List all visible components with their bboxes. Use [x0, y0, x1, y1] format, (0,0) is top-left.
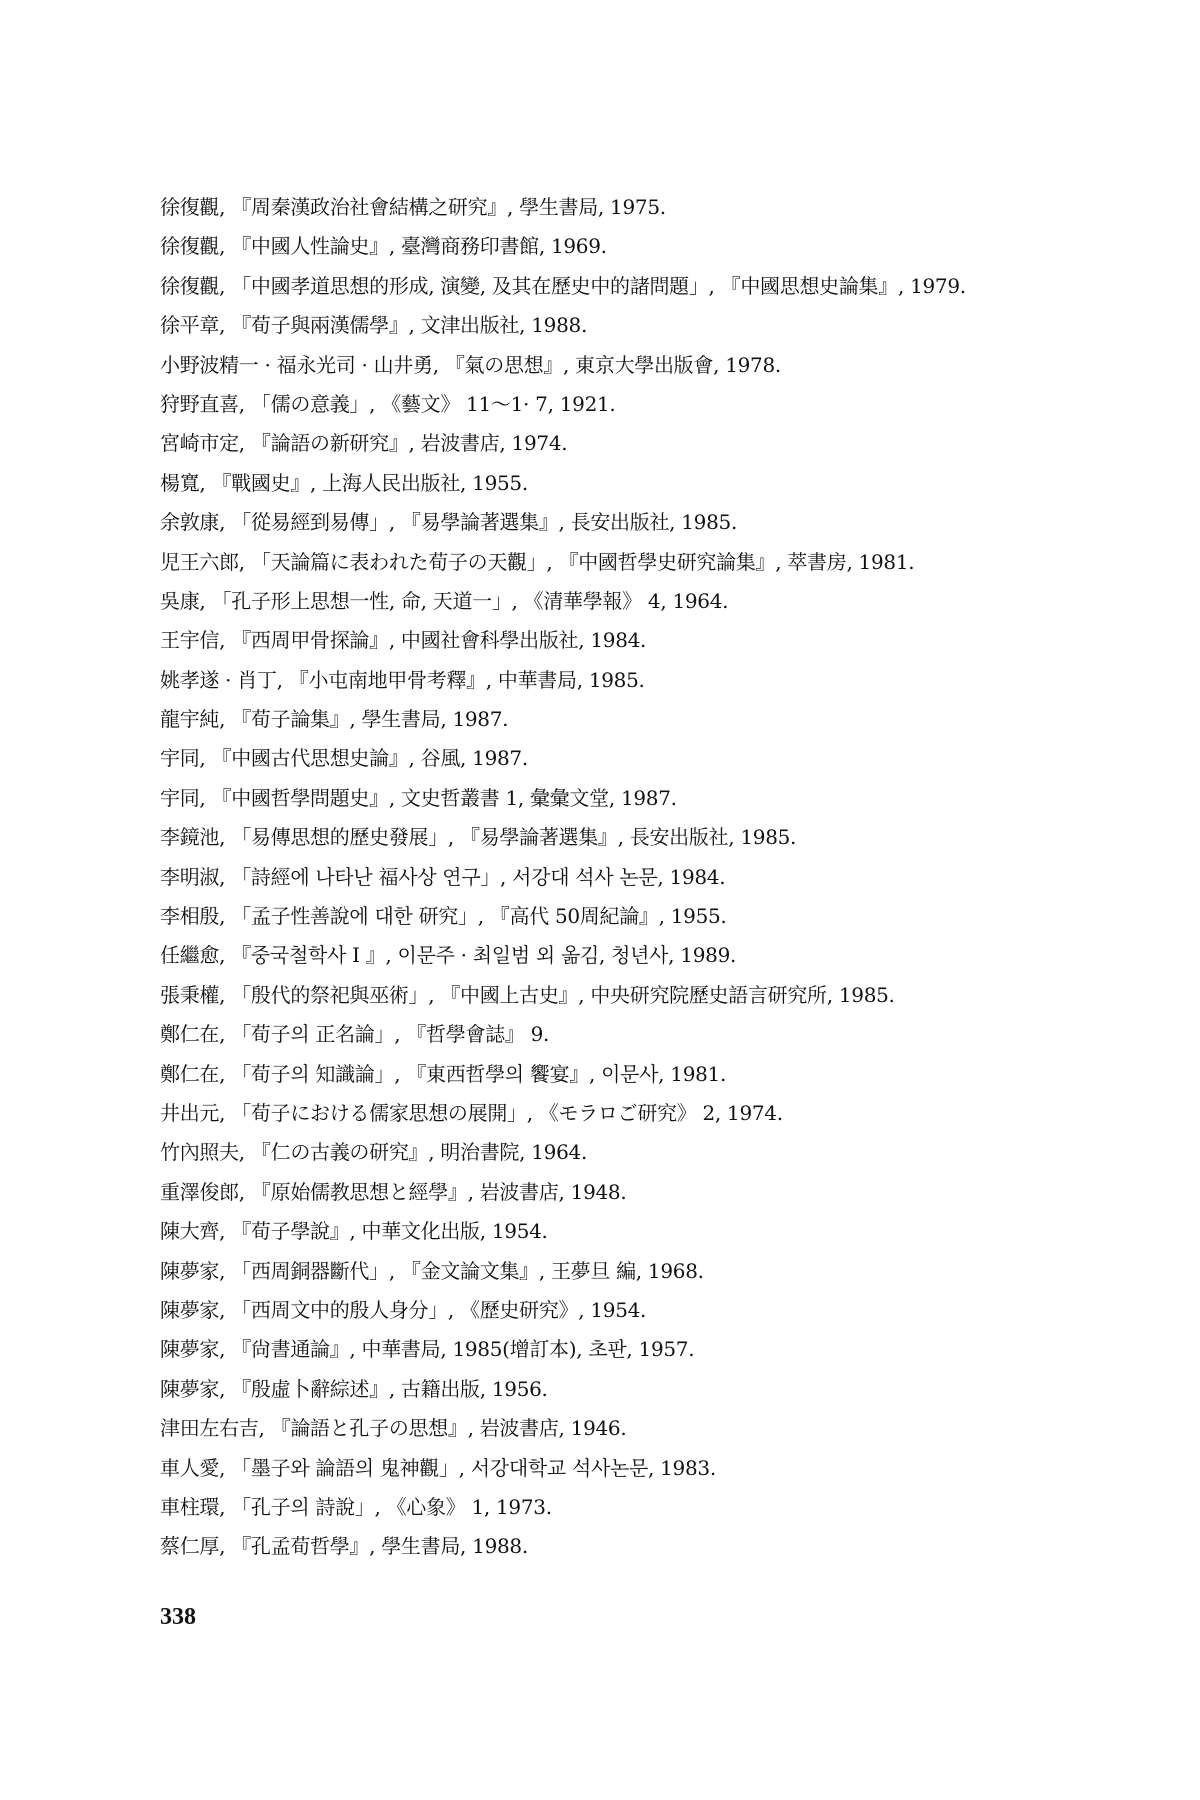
- bibliography-entry: 徐復觀, 「中國孝道思想的形成, 演變, 及其在歷史中的諸問題」, 『中國思想史論集』, 1979.: [160, 273, 966, 298]
- bibliography-entry: 徐平章, 『荀子與兩漢儒學』, 文津出版社, 1988.: [160, 313, 588, 338]
- page-number: 338: [160, 1604, 196, 1630]
- bibliography-entry: 徐復觀, 『周秦漢政治社會結構之研究』, 學生書局, 1975.: [160, 195, 666, 219]
- bibliography-entry: 鄭仁在, 「荀子의 正名論」, 『哲學會誌』 9.: [160, 1022, 550, 1047]
- bibliography-entry: 陳大齊, 『荀子學說』, 中華文化出版, 1954.: [160, 1219, 548, 1244]
- bibliography-entry: 徐復觀, 『中國人性論史』, 臺灣商務印書館, 1969.: [160, 234, 607, 259]
- bibliography-entry: 龍宇純, 『荀子論集』, 學生書局, 1987.: [160, 707, 509, 732]
- bibliography-entry: 竹內照夫, 『仁の古義の研究』, 明治書院, 1964.: [160, 1140, 588, 1165]
- bibliography-entry: 車柱環, 「孔子의 詩說」, 《心象》 1, 1973.: [160, 1494, 552, 1519]
- bibliography-entry: 小野波精一 · 福永光司 · 山井勇, 『氣の思想』, 東京大學出版會, 1978.: [160, 352, 781, 377]
- bibliography-entry: 陳夢家, 『尙書通論』, 中華書局, 1985(增訂本), 초판, 1957.: [160, 1337, 695, 1362]
- bibliography-entry: 鄭仁在, 「荀子의 知識論」, 『東西哲學의 饗宴』, 이문사, 1981.: [160, 1061, 727, 1086]
- bibliography-entry: 陳夢家, 『殷虛卜辭綜述』, 古籍出版, 1956.: [160, 1376, 548, 1401]
- bibliography-entry: 宮崎市定, 『論語の新研究』, 岩波書店, 1974.: [160, 431, 568, 456]
- bibliography-entry: 宇同, 『中國古代思想史論』, 谷風, 1987.: [160, 746, 528, 771]
- bibliography-entry: 楊寬, 『戰國史』, 上海人民出版社, 1955.: [160, 470, 528, 495]
- bibliography-entry: 吳康, 「孔子形上思想一性, 命, 天道一」, 《清華學報》 4, 1964.: [160, 588, 729, 613]
- bibliography-entry: 陳夢家, 「西周銅器斷代」, 『金文論文集』, 王夢旦 編, 1968.: [160, 1258, 704, 1283]
- bibliography-entry: 余敦康, 「從易經到易傳」, 『易學論著選集』, 長安出版社, 1985.: [160, 510, 738, 535]
- bibliography-entry: 陳夢家, 「西周文中的殷人身分」, 《歷史研究》, 1954.: [160, 1297, 647, 1322]
- bibliography-entry: 狩野直喜, 「儒の意義」, 《藝文》 11～1· 7, 1921.: [160, 391, 616, 416]
- bibliography-entry: 井出元, 「荀子における儒家思想の展開」, 《モラロご研究》 2, 1974.: [160, 1100, 783, 1125]
- bibliography-entry: 姚孝遂 · 肖丁, 『小屯南地甲骨考釋』, 中華書局, 1985.: [160, 667, 645, 692]
- bibliography-entry: 任繼愈, 『중국철학사 I 』, 이문주 · 최일범 외 옮김, 청년사, 1989.: [160, 943, 737, 968]
- bibliography-list: [160, 188, 1160, 1567]
- bibliography-entry: 宇同, 『中國哲學問題史』, 文史哲叢書 1, 彙彙文堂, 1987.: [160, 785, 677, 810]
- bibliography-entry: 児王六郎, 「天論篇に表われた荀子の天觀」, 『中國哲學史研究論集』, 萃書房, 1981.: [160, 549, 915, 574]
- bibliography-entry: 車人愛, 「墨子와 論語의 鬼神觀」, 서강대학교 석사논문, 1983.: [160, 1455, 716, 1480]
- bibliography-entry: 津田左右吉, 『論語と孔子の思想』, 岩波書店, 1946.: [160, 1416, 627, 1441]
- bibliography-entry: 李明淑, 「詩經에 나타난 福사상 연구」, 서강대 석사 논문, 1984.: [160, 864, 726, 889]
- bibliography-entry: 重澤俊郎, 『原始儒教思想と經學』, 岩波書店, 1948.: [160, 1179, 627, 1204]
- bibliography-entry: 李相殷, 「孟子性善說에 대한 研究」, 『高代 50周紀論』, 1955.: [160, 904, 727, 929]
- bibliography-entry: 蔡仁厚, 『孔孟荀哲學』, 學生書局, 1988.: [160, 1534, 528, 1559]
- bibliography-entry: 王宇信, 『西周甲骨探論』, 中國社會科學出版社, 1984.: [160, 628, 647, 653]
- bibliography-entry: 李鏡池, 「易傳思想的歷史發展」, 『易學論著選集』, 長安出版社, 1985.: [160, 825, 797, 850]
- bibliography-entry: 張秉權, 「殷代的祭祀與巫術」, 『中國上古史』, 中央研究院歷史語言研究所, 1985.: [160, 982, 895, 1007]
